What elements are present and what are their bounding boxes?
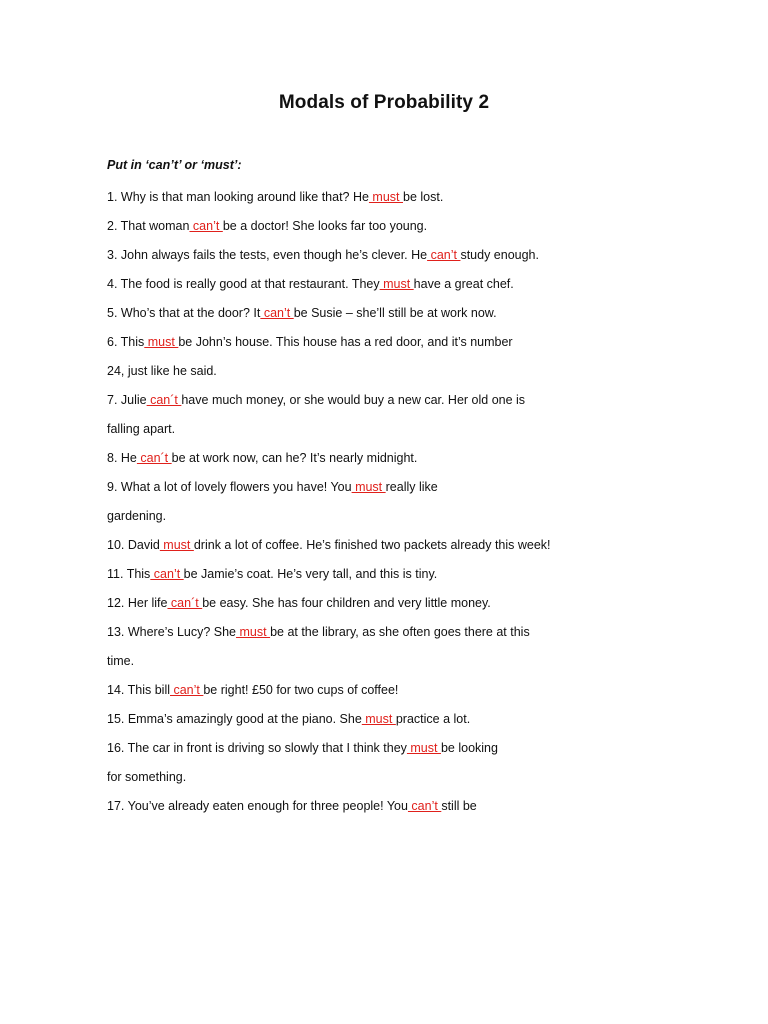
answer: can’t xyxy=(170,683,204,697)
sentence-text: 2. That woman xyxy=(107,219,190,233)
exercise-line-11 xyxy=(107,566,437,582)
exercise-line-13-continued: time. xyxy=(107,654,135,668)
sentence-text: still be xyxy=(441,799,477,813)
answer: can’t xyxy=(150,567,184,581)
sentence-text: be looking xyxy=(440,741,498,755)
answer: must xyxy=(406,741,441,755)
sentence-text: be Susie – she’ll still be at work now. xyxy=(293,306,497,320)
answer: can’t xyxy=(407,799,442,813)
answer: can´t xyxy=(136,451,172,465)
exercise-line-17 xyxy=(107,798,477,814)
sentence-text: be at the library, as she often goes there at this xyxy=(270,625,530,639)
sentence-text: 1. Why is that man looking around like that? He xyxy=(107,190,369,204)
sentence-text: be easy. She has four children and very little money. xyxy=(202,596,491,610)
exercise-line-3 xyxy=(107,247,539,263)
exercise-line-2 xyxy=(107,218,427,234)
sentence-text: 15. Emma’s amazingly good at the piano. She xyxy=(107,712,362,726)
exercise-line-13 xyxy=(107,624,530,640)
exercise-line-9-continued: gardening. xyxy=(107,509,167,523)
page-title: Modals of Probability 2 xyxy=(278,92,490,113)
answer: must xyxy=(361,712,396,726)
answer: can’t xyxy=(189,219,223,233)
sentence-text: 3. John always fails the tests, even though he’s clever. He xyxy=(107,248,428,262)
answer: must xyxy=(368,190,403,204)
sentence-text: 8. He xyxy=(107,451,137,465)
sentence-text: study enough. xyxy=(460,248,539,262)
sentence-text: have much money, or she would buy a new car. Her old one is xyxy=(181,393,526,407)
sentence-text: have a great chef. xyxy=(413,277,514,291)
sentence-text: 7. Julie xyxy=(107,393,147,407)
sentence-text: be Jamie’s coat. He’s very tall, and this is tiny. xyxy=(183,567,438,581)
answer: can’t xyxy=(427,248,461,262)
sentence-text: 16. The car in front is driving so slowly that I think they xyxy=(107,741,407,755)
answer: must xyxy=(351,480,386,494)
answer: must xyxy=(236,625,271,639)
exercise-line-15 xyxy=(107,711,470,727)
exercise-line-4 xyxy=(107,276,514,292)
answer: can´t xyxy=(146,393,182,407)
exercise-line-6-continued: 24, just like he said. xyxy=(107,364,217,378)
exercise-line-7 xyxy=(107,392,525,408)
sentence-text: drink a lot of coffee. He’s finished two packets already this week! xyxy=(193,538,551,552)
exercise-line-1 xyxy=(107,189,443,205)
sentence-text: 4. The food is really good at that restaurant. They xyxy=(107,277,380,291)
sentence-text: 11. This xyxy=(107,567,151,581)
sentence-text: 9. What a lot of lovely flowers you have! You xyxy=(107,480,352,494)
answer: can´t xyxy=(167,596,203,610)
sentence-text: 14. This bill xyxy=(107,683,170,697)
exercise-line-16-continued: for something. xyxy=(107,770,187,784)
instruction: Put in ‘can’t’ or ‘must’: xyxy=(107,158,242,172)
exercise-line-14 xyxy=(107,682,398,698)
sentence-text: practice a lot. xyxy=(395,712,471,726)
sentence-text: be right! £50 for two cups of coffee! xyxy=(203,683,399,697)
sentence-text: 10. David xyxy=(107,538,160,552)
answer: must xyxy=(159,538,194,552)
sentence-text: 13. Where’s Lucy? She xyxy=(107,625,237,639)
exercise-line-9 xyxy=(107,479,438,495)
exercise-line-5 xyxy=(107,305,497,321)
exercise-line-12 xyxy=(107,595,491,611)
answer: must xyxy=(379,277,414,291)
sentence-text: be a doctor! She looks far too young. xyxy=(222,219,428,233)
exercise-line-8 xyxy=(107,450,417,466)
exercise-line-10 xyxy=(107,537,551,553)
sentence-text: be lost. xyxy=(403,190,444,204)
sentence-text: be at work now, can he? It’s nearly midnight. xyxy=(171,451,418,465)
sentence-text: be John’s house. This house has a red door, and it’s number xyxy=(178,335,513,349)
exercise-line-16 xyxy=(107,740,498,756)
exercise-line-6 xyxy=(107,334,513,350)
answer: can’t xyxy=(260,306,294,320)
exercise-line-7-continued: falling apart. xyxy=(107,422,176,436)
sentence-text: 12. Her life xyxy=(107,596,168,610)
sentence-text: 6. This xyxy=(107,335,145,349)
sentence-text: 17. You’ve already eaten enough for three people! You xyxy=(107,799,408,813)
sentence-text: really like xyxy=(385,480,438,494)
answer: must xyxy=(144,335,179,349)
sentence-text: 5. Who’s that at the door? It xyxy=(107,306,261,320)
